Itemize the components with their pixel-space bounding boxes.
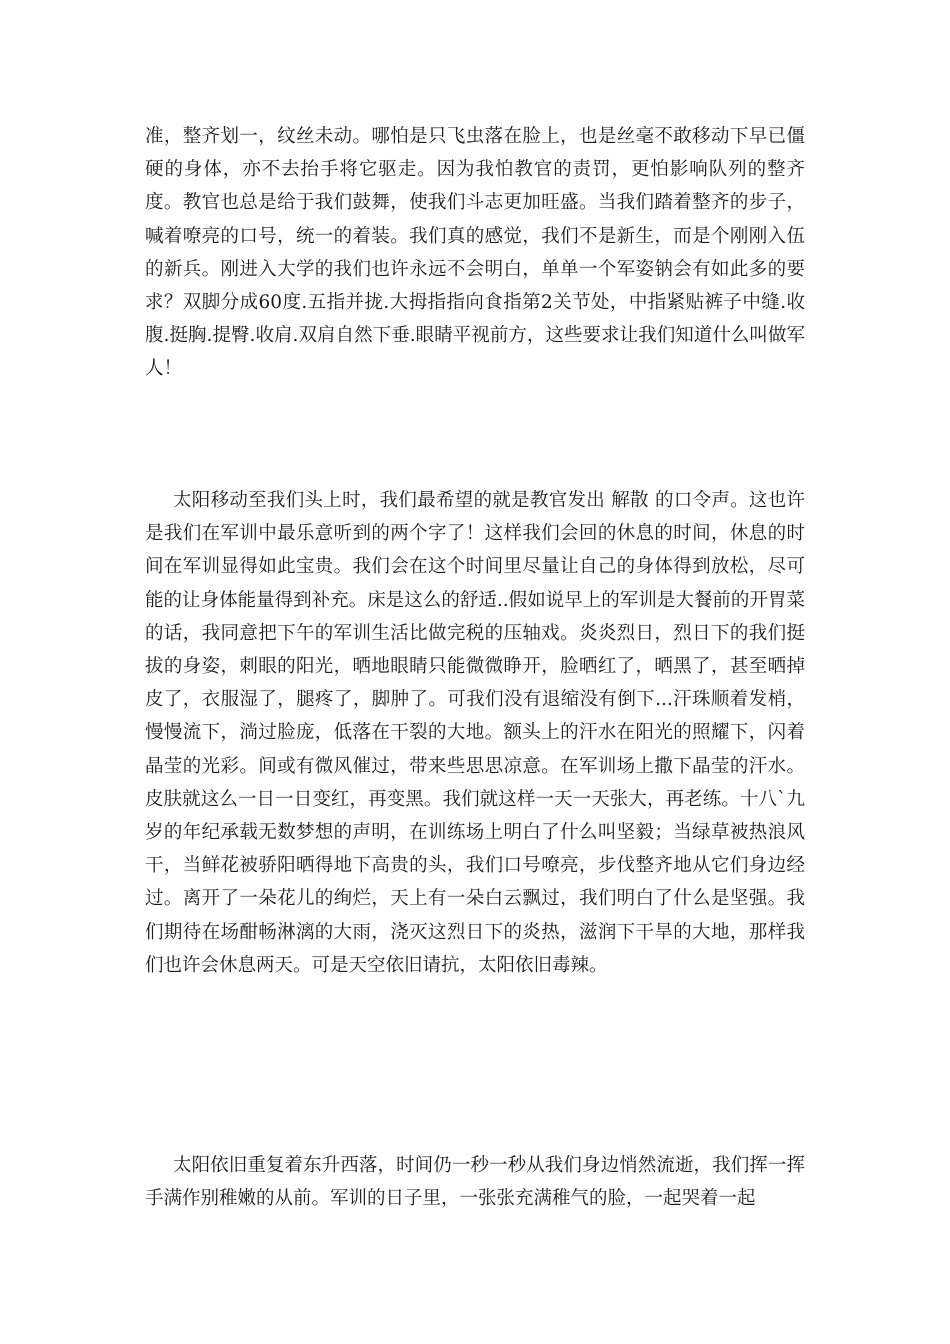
paragraph-1: 准，整齐划一，纹丝未动。哪怕是只飞虫落在脸上，也是丝毫不敢移动下早已僵硬的身体，亦不去抬手将它驱走。因为我怕教官的责罚，更怕影响队列的整齐度。教官也总是给于我们鼓舞，使我们斗志更加旺盛。当我们踏着整齐的步子，喊着嘹亮的口号，统一的着装。我们真的感觉，我们不是新生，而是个刚刚入伍的新兵。刚进入大学的我们也许永远不会明白，单单一个军姿钠会有如此多的要求？双脚分成60度.五指并拢.大拇指指向食指第2关节处，中指紧贴裤子中缝.收腹.挺胸.提臀.收肩.双肩自然下垂.眼睛平视前方，这些要求让我们知道什么叫做军人！ bbox=[145, 126, 805, 380]
paragraph-3: 太阳依旧重复着东升西落，时间仍一秒一秒从我们身边悄然流逝，我们挥一挥手满作别稚嫩的从前。军训的日子里，一张张充满稚气的脸，一起哭着一起 bbox=[145, 1155, 805, 1210]
paragraph-2: 太阳移动至我们头上时，我们最希望的就是教官发出 解散 的口令声。这也许是我们在军训中最乐意听到的两个字了！这样我们会回的休息的时间，休息的时间在军训显得如此宝贵。我们会在这个时间里尽量让自己的身体得到放松，尽可能的让身体能量得到补充。床是这么的舒适..假如说早上的军训是大餐前的开胃菜的话，我同意把下午的军训生活比做完税的压轴戏。炎炎烈日，烈日下的我们挺拔的身姿，刺眼的阳光，晒地眼睛只能微微睁开，脸晒红了，晒黑了，甚至晒掉皮了，衣服湿了，腿疼了，脚肿了。可我们没有退缩没有倒下...汗珠顺着发梢，慢慢流下，淌过脸庞，低落在干裂的大地。额头上的汗水在阳光的照耀下，闪着晶莹的光彩。间或有微风催过，带来些思思凉意。在军训场上撒下晶莹的汗水。皮肤就这么一日一日变红，再变黑。我们就这样一天一天张大，再老练。十八`九岁的年纪承载无数梦想的声明，在训练场上明白了什么叫坚毅；当绿草被热浪风干，当鲜花被骄阳晒得地下高贵的头，我们口号嘹亮，步伐整齐地从它们身边经过。离开了一朵花儿的绚烂，天上有一朵白云飘过，我们明白了什么是坚强。我们期待在场酣畅淋漓的大雨，浇灭这烈日下的炎热，滋润下干旱的大地，那样我们也许会休息两天。可是天空依旧请抗，太阳依旧毒辣。 bbox=[145, 490, 805, 976]
